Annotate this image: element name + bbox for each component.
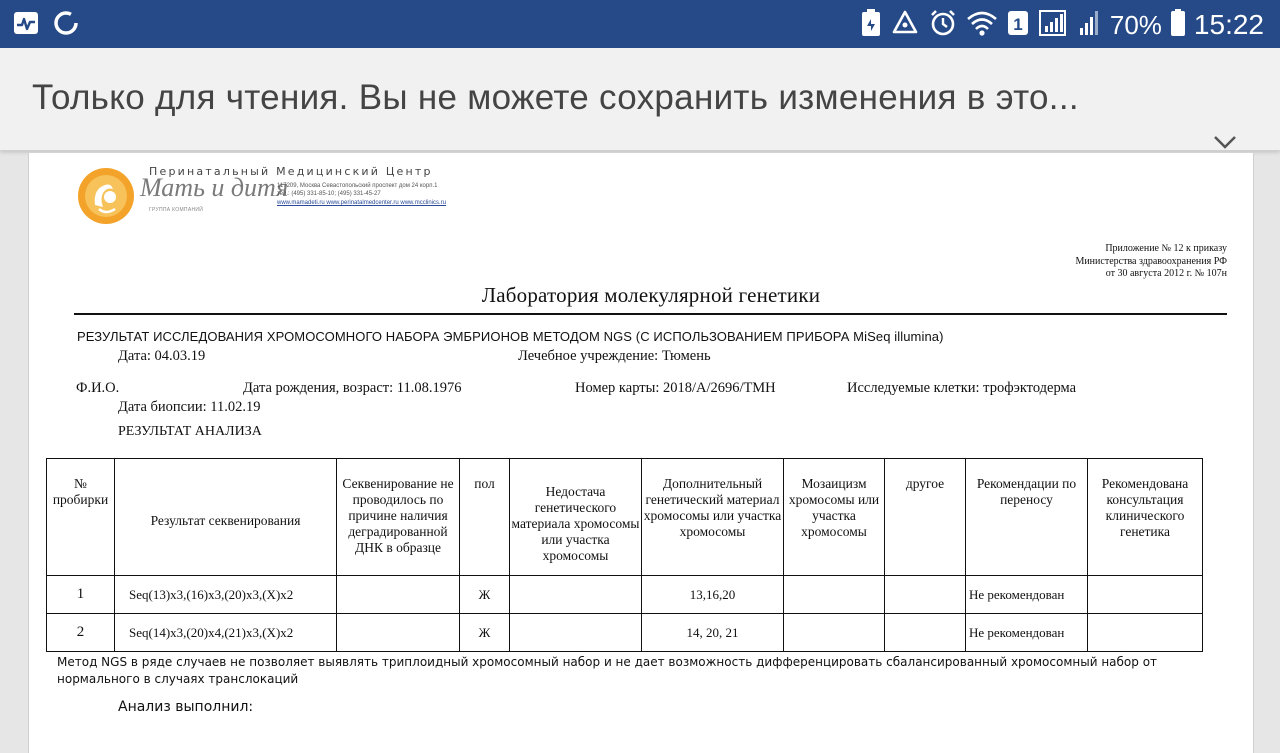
signal-2-icon (1078, 8, 1102, 42)
lab-title: Лаборатория молекулярной генетики (481, 283, 821, 307)
clinic-logo-icon (77, 167, 135, 230)
clinic-line: Лечебное учреждение: Тюмень (518, 348, 711, 364)
analyst-label: Анализ выполнил: (118, 699, 254, 715)
cell-other (885, 576, 966, 614)
sim-badge-number: 1 (1013, 15, 1023, 34)
birth-date-line: Дата рождения, возраст: 11.08.1976 (243, 380, 462, 396)
col-header-sex: пол (460, 459, 510, 576)
col-header-consult: Рекомендована консультация клинического генетика (1088, 459, 1203, 576)
results-table (46, 458, 1203, 652)
cells-line: Исследуемые клетки: трофэктодерма (847, 380, 1077, 396)
cell-transfer: Не рекомендован (966, 576, 1088, 614)
chevron-down-icon[interactable] (1212, 134, 1238, 154)
org-brand: Мать и дитя (140, 173, 289, 202)
col-header-mosaicism: Мозаицизм хромосомы или участка хромосомы (784, 459, 885, 576)
activity-monitor-icon (12, 9, 40, 41)
cell-mosaicism (784, 614, 885, 652)
read-only-banner[interactable] (0, 48, 1280, 151)
cell-number: 1 (47, 576, 115, 614)
title-divider (74, 313, 1227, 315)
battery-saver-icon (860, 8, 882, 42)
cell-not-sequenced (337, 576, 460, 614)
table-row (47, 576, 1203, 614)
appendix-line-2: Министерства здравоохранения РФ (1075, 255, 1227, 267)
analysis-heading: РЕЗУЛЬТАТ АНАЛИЗА (118, 424, 262, 439)
cell-not-sequenced (337, 614, 460, 652)
table-header-row (47, 459, 1203, 576)
cell-number: 2 (47, 614, 115, 652)
cell-transfer: Не рекомендован (966, 614, 1088, 652)
recycle-icon (890, 8, 920, 42)
cell-mosaicism (784, 576, 885, 614)
col-header-not-sequenced: Секвенирование не проводилось по причине наличия деградированной ДНК в образце (337, 459, 460, 576)
col-header-transfer: Рекомендации по переносу (966, 459, 1088, 576)
cell-sex: Ж (460, 576, 510, 614)
alarm-icon (928, 8, 958, 42)
circle-app-icon (52, 9, 80, 41)
cell-sex: Ж (460, 614, 510, 652)
status-bar (0, 0, 1280, 48)
cell-deficit (510, 614, 642, 652)
date-line: Дата: 04.03.19 (118, 348, 206, 364)
org-phone: тел.: (495) 331-85-10; (495) 331-45-27 (277, 191, 381, 197)
cell-deficit (510, 576, 642, 614)
appendix-line-3: от 30 августа 2012 г. № 107н (1105, 268, 1227, 279)
appendix-note (1075, 243, 1227, 281)
battery-icon (1170, 8, 1186, 42)
wifi-icon (966, 8, 998, 42)
biopsy-date-line: Дата биопсии: 11.02.19 (118, 399, 261, 415)
clock-time: 15:22 (1193, 9, 1264, 40)
col-header-other: другое (885, 459, 966, 576)
cell-additional: 13,16,20 (642, 576, 784, 614)
patient-name-line: Ф.И.О. (76, 380, 120, 396)
org-group: ГРУППА КОМПАНИЙ (149, 207, 204, 213)
org-address: 117209, Москва Севастопольский проспект дом 24 корп.1 (277, 183, 438, 189)
org-name: Перинатальный Медицинский Центр (149, 165, 433, 178)
table-row (47, 614, 1203, 652)
col-header-number: № пробирки (47, 459, 115, 576)
card-number-line: Номер карты: 2018/А/2696/ТМН (575, 380, 776, 396)
read-only-message: Только для чтения. Вы не можете сохранить изменения в это... (32, 78, 1079, 117)
col-header-deficit: Недостача генетического материала хромосомы или участка хромосомы (510, 459, 642, 576)
cell-result: Seq(14)x3,(20)x4,(21)x3,(X)x2 (115, 614, 337, 652)
cell-result: Seq(13)x3,(16)x3,(20)x3,(X)x2 (115, 576, 337, 614)
cell-consult (1088, 614, 1203, 652)
method-note: Метод NGS в ряде случаев не позволяет выявлять триплоидный хромосомный набор и не дает возможность дифференцировать сбалансированный хромосомный набор от нормального в случаях транслокаций (57, 655, 1158, 686)
cell-additional: 14, 20, 21 (642, 614, 784, 652)
sim-badge-icon (1006, 9, 1030, 41)
cell-consult (1088, 576, 1203, 614)
battery-percent: 70% (1109, 10, 1162, 40)
document-page[interactable] (28, 153, 1254, 753)
col-header-additional: Дополнительный генетический материал хромосомы или участка хромосомы (642, 459, 784, 576)
signal-1-icon (1038, 8, 1070, 42)
appendix-line-1: Приложение № 12 к приказу (1105, 243, 1227, 254)
col-header-result: Результат секвенирования (115, 459, 337, 576)
cell-other (885, 614, 966, 652)
result-heading: РЕЗУЛЬТАТ ИССЛЕДОВАНИЯ ХРОМОСОМНОГО НАБОРА ЭМБРИОНОВ МЕТОДОМ NGS (С ИСПОЛЬЗОВАНИЕМ ПРИБОРА MiSeq illumina) (77, 329, 944, 344)
org-websites[interactable]: www.mamadeti.ru www.perinatalmedcenter.ru www.mcclinics.ru (277, 200, 447, 206)
